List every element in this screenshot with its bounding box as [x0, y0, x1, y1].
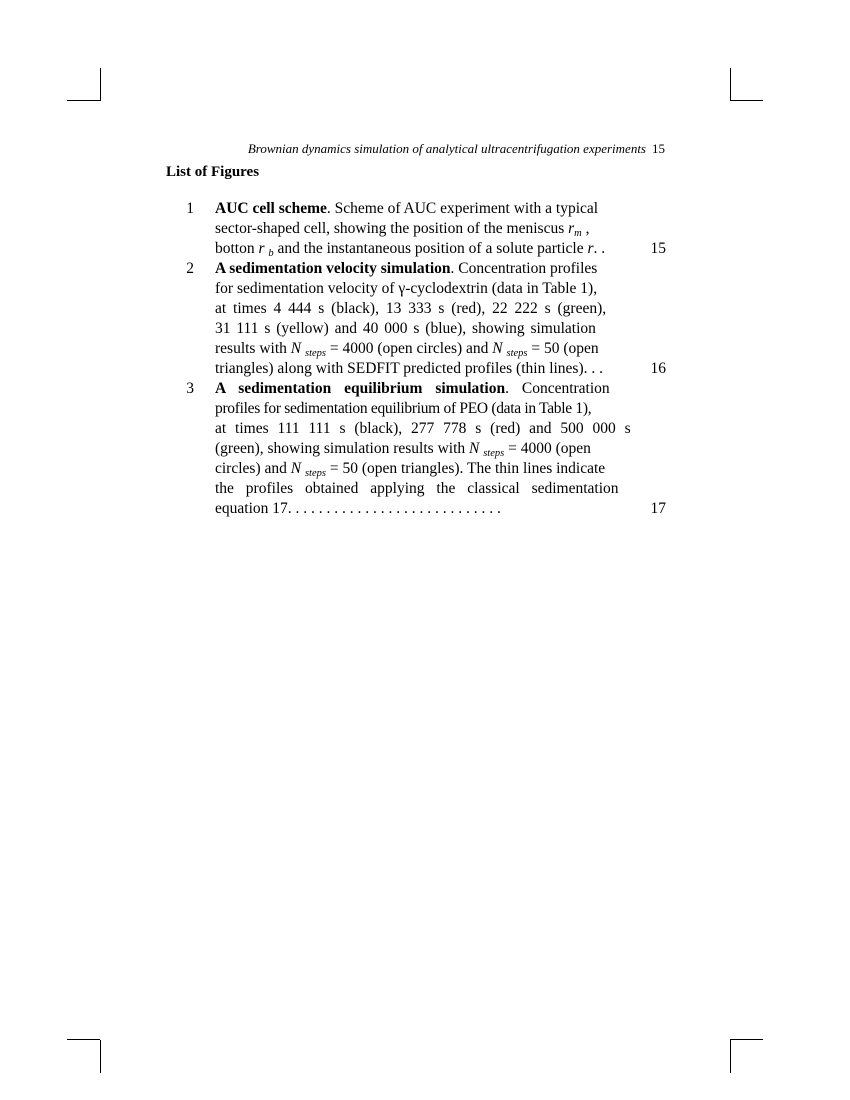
caption-line: AUC cell scheme. Scheme of AUC experiment with a typical: [215, 200, 599, 217]
caption-line: profiles for sedimentation equilibrium of PEO (data in Table 1),: [215, 400, 592, 417]
caption-line: A sedimentation velocity simulation. Concentration profiles: [215, 260, 598, 277]
figure-number: 3: [186, 380, 194, 397]
caption-line: the profiles obtained applying the classical sedimentation: [215, 480, 619, 497]
figure-caption: [215, 259, 632, 379]
crop-mark: [100, 68, 101, 101]
figure-caption: [215, 199, 632, 259]
figure-entry-3[interactable]: [166, 379, 666, 519]
dot-leader: . . . . . . . . . . . . . . . . . . . . . . . . . . .: [295, 500, 501, 517]
list-of-figures-heading: List of Figures: [166, 164, 260, 180]
figure-entry-2[interactable]: [166, 259, 666, 379]
running-head-page-number: 15: [652, 141, 665, 156]
figure-number: 2: [186, 260, 194, 277]
figure-caption: [215, 379, 632, 519]
figure-title: A sedimentation velocity simulation: [215, 260, 451, 277]
figure-title: AUC cell scheme: [215, 200, 327, 217]
caption-line: at times 4 444 s (black), 13 333 s (red), 22 222 s (green),: [215, 300, 607, 317]
figure-page-number: 16: [650, 360, 666, 377]
caption-line: results with N steps = 4000 (open circles) and N steps = 50 (open: [215, 340, 599, 359]
crop-mark: [67, 100, 100, 101]
crop-mark: [730, 68, 731, 101]
caption-line: sector-shaped cell, showing the position of the meniscus rm ,: [215, 220, 590, 239]
figure-title: A sedimentation equilibrium simulation: [215, 380, 506, 397]
crop-mark: [100, 1040, 101, 1073]
figure-number: 1: [186, 200, 194, 217]
caption-line: circles) and N steps = 50 (open triangles). The thin lines indicate: [215, 460, 606, 479]
caption-line: for sedimentation velocity of γ-cyclodextrin (data in Table 1),: [215, 280, 598, 297]
caption-line: triangles) along with SEDFIT predicted profiles (thin lines). . .: [215, 360, 603, 377]
caption-line: botton r b and the instantaneous position of a solute particle r. .: [215, 240, 606, 259]
caption-line: 31 111 s (yellow) and 40 000 s (blue), showing simulation: [215, 320, 596, 337]
caption-line: (green), showing simulation results with N steps = 4000 (open: [215, 440, 591, 459]
crop-mark: [67, 1039, 100, 1040]
crop-mark: [730, 1039, 763, 1040]
running-head-title: Brownian dynamics simulation of analytical ultracentrifugation experiments: [247, 141, 646, 156]
caption-line: equation 17. . . . . . . . . . . . . . . . . . . . . . . . . . . .: [215, 500, 501, 517]
figure-entry-1[interactable]: [166, 199, 666, 259]
caption-line: at times 111 111 s (black), 277 778 s (red) and 500 000 s: [215, 420, 631, 437]
running-head: [216, 141, 665, 157]
caption-line: A sedimentation equilibrium simulation. Concentration: [215, 380, 610, 397]
crop-mark: [730, 100, 763, 101]
figure-page-number: 17: [650, 500, 666, 517]
figure-page-number: 15: [650, 240, 666, 257]
crop-mark: [730, 1040, 731, 1073]
